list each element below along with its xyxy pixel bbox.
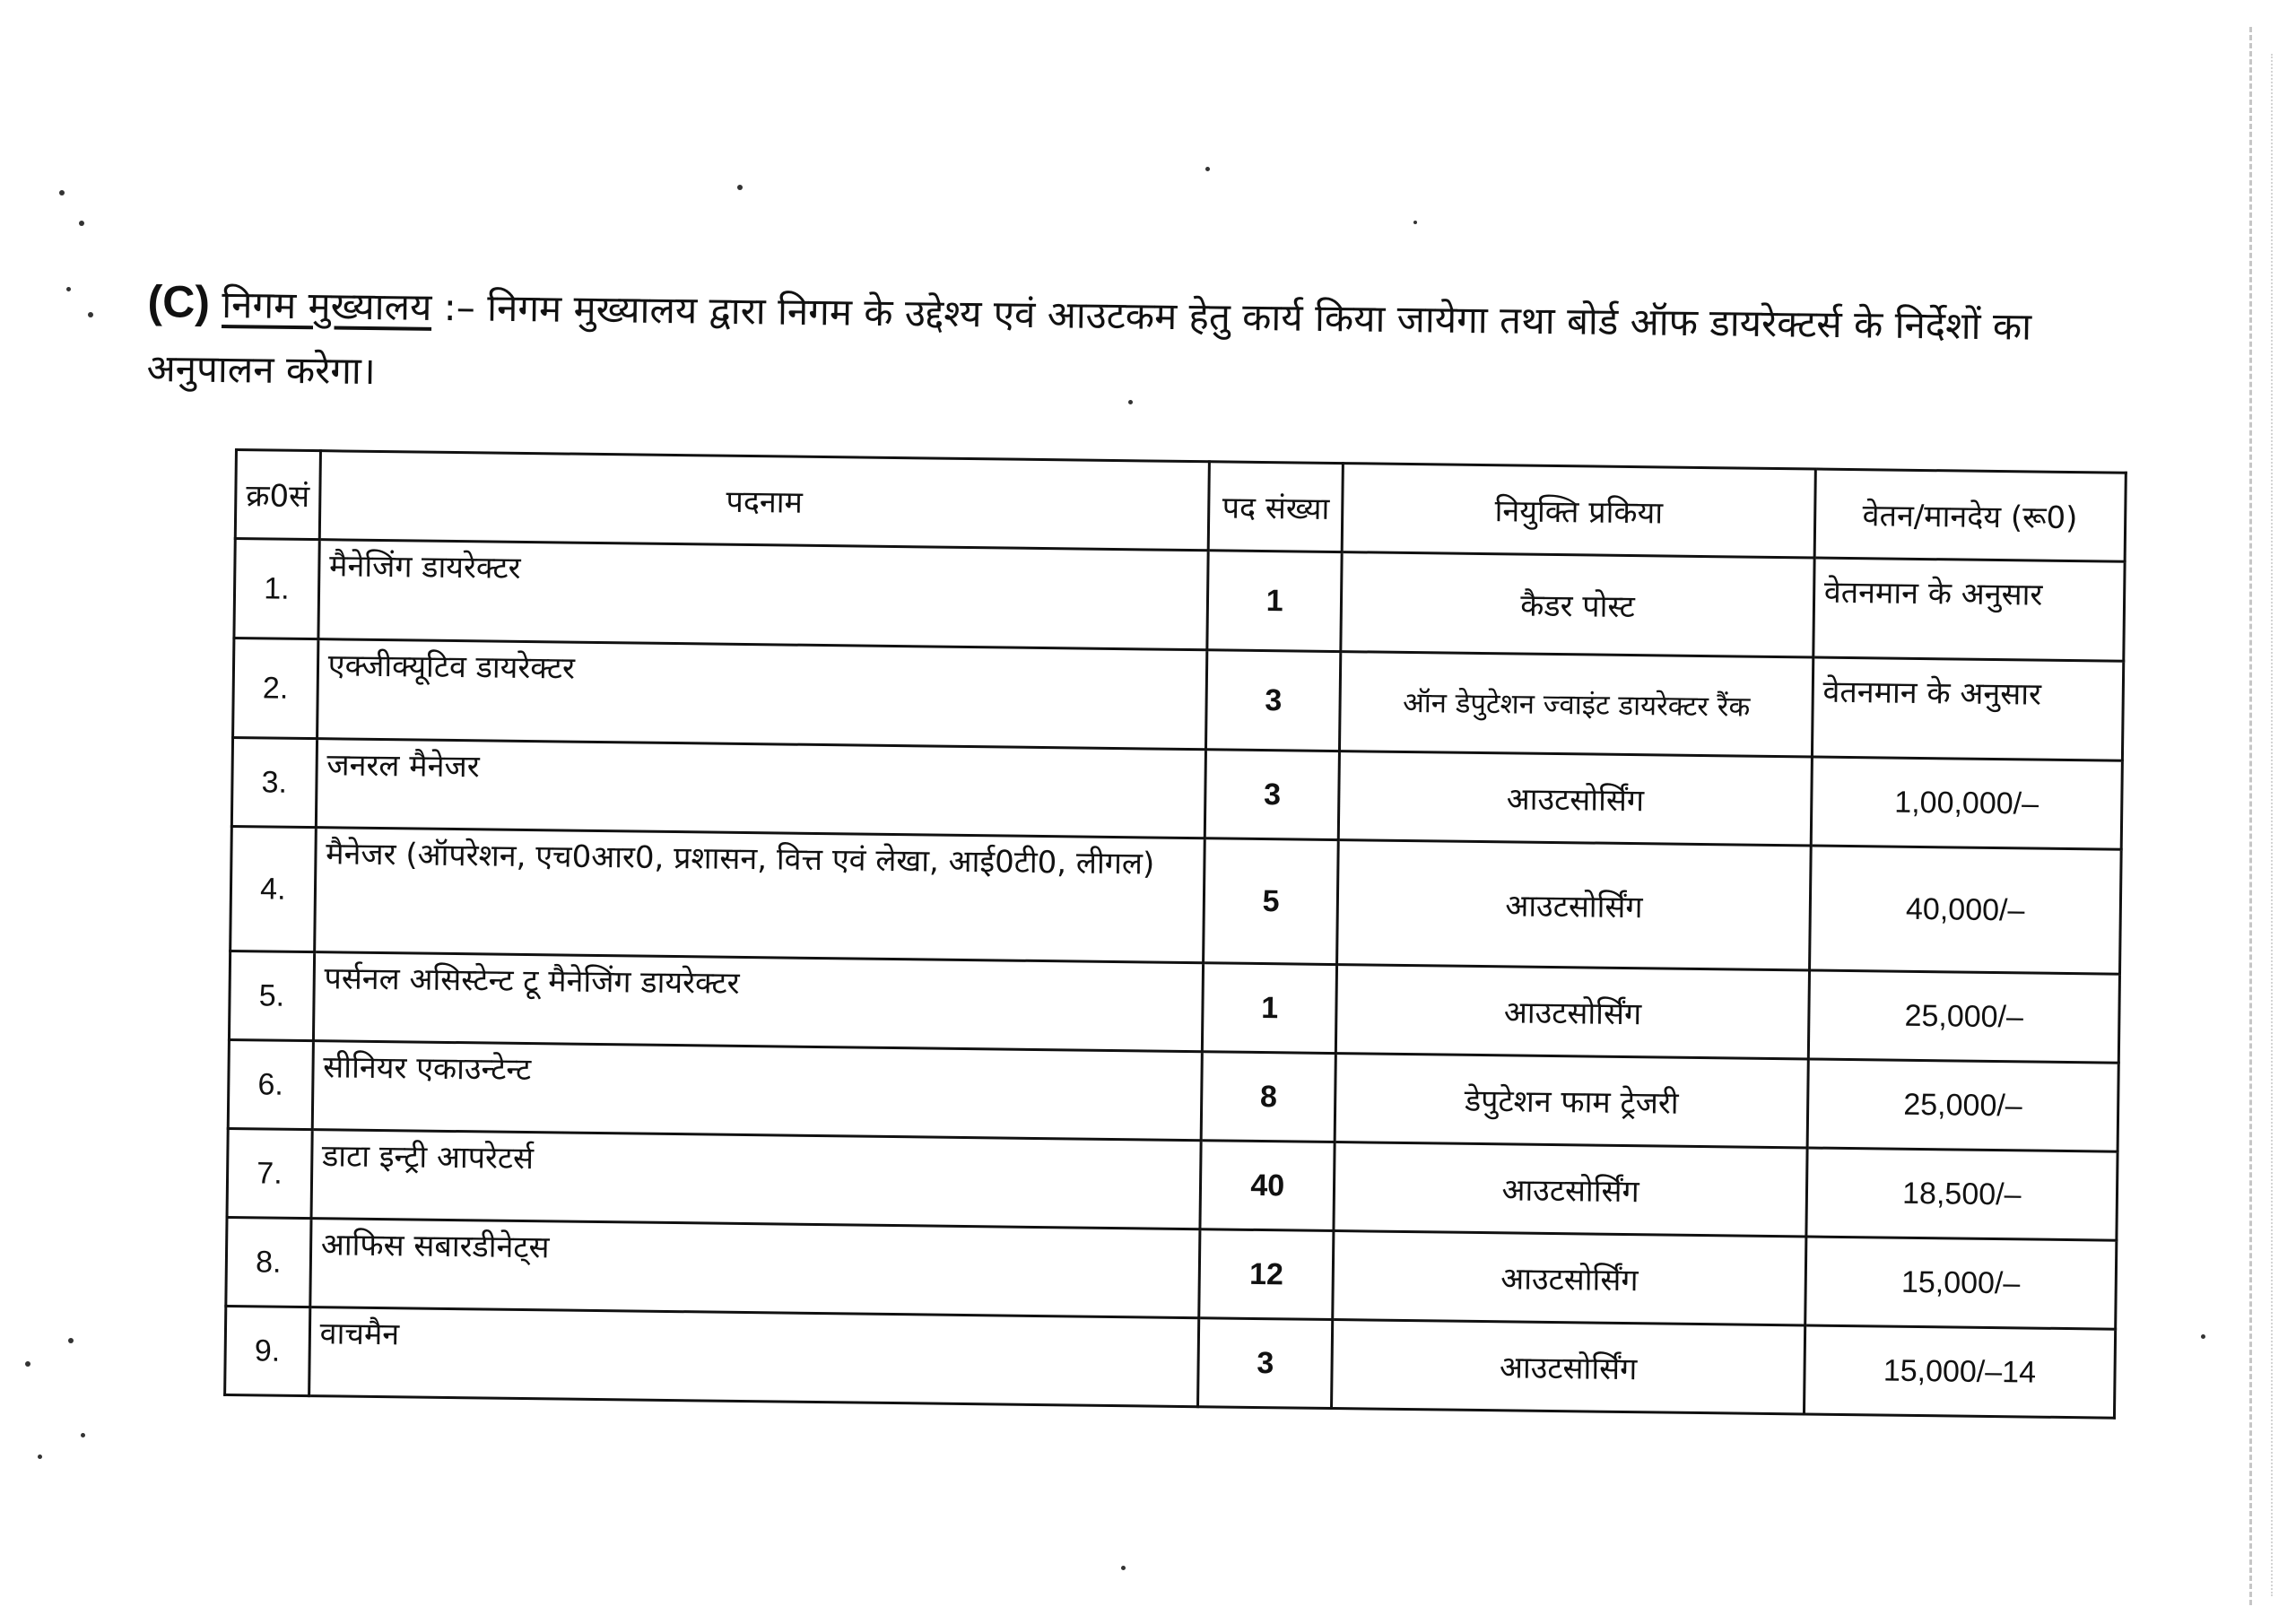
scan-speck bbox=[66, 287, 71, 291]
cell-designation: जनरल मैनेजर bbox=[316, 739, 1205, 838]
cell-pay: 1,00,000/– bbox=[1811, 757, 2122, 849]
scan-speck bbox=[81, 1433, 85, 1437]
scan-speck bbox=[1205, 167, 1210, 171]
header-serial: क्र0सं bbox=[235, 450, 320, 540]
cell-count: 12 bbox=[1199, 1229, 1335, 1320]
cell-count: 40 bbox=[1200, 1141, 1335, 1231]
cell-designation: मैनेजर (ऑपरेशन, एच0आर0, प्रशासन, वित्त एवं लेखा, आई0टी0, लीगल) bbox=[314, 828, 1205, 963]
cell-count: 5 bbox=[1204, 838, 1339, 965]
scan-speck bbox=[59, 190, 65, 195]
section-text: निगम मुख्यालय द्वारा निगम के उद्देश्य एवं आउटकम हेतु कार्य किया जायेगा तथा बोर्ड ऑफ डायरेक्टर्स के निर्देशों का अनुपालन करेगा। bbox=[146, 285, 2032, 394]
section-title: निगम मुख्यालय bbox=[222, 282, 432, 329]
scan-speck bbox=[38, 1455, 42, 1459]
cell-count: 3 bbox=[1206, 650, 1342, 751]
cell-count: 1 bbox=[1202, 963, 1337, 1054]
header-count: पद संख्या bbox=[1208, 462, 1344, 552]
cell-pay: 18,500/– bbox=[1806, 1148, 2118, 1240]
cell-serial: 9. bbox=[225, 1306, 310, 1395]
header-designation: पदनाम bbox=[319, 451, 1209, 551]
cell-serial: 3. bbox=[231, 737, 317, 827]
section-heading bbox=[146, 269, 2040, 424]
cell-process: डेपुटेशन फाम ट्रेजरी bbox=[1335, 1054, 1808, 1148]
cell-serial: 4. bbox=[230, 826, 316, 951]
table-row bbox=[230, 826, 2122, 974]
cell-count: 8 bbox=[1201, 1052, 1336, 1142]
cell-designation: मैनेजिंग डायरेक्टर bbox=[318, 540, 1209, 650]
cell-designation: डाटा इन्ट्री आपरेटर्स bbox=[311, 1130, 1201, 1229]
cell-process: आउटसोर्सिंग bbox=[1336, 965, 1809, 1059]
cell-serial: 7. bbox=[227, 1128, 312, 1218]
scan-edge-line bbox=[2249, 27, 2252, 1605]
scan-speck bbox=[68, 1338, 74, 1343]
cell-designation: पर्सनल असिस्टेन्ट टू मैनेजिंग डायरेक्टर bbox=[313, 952, 1203, 1052]
cell-pay: वेतनमान के अनुसार bbox=[1812, 657, 2124, 760]
cell-designation: सीनियर एकाउन्टेन्ट bbox=[312, 1041, 1202, 1141]
cell-count: 1 bbox=[1207, 551, 1343, 652]
cell-serial: 6. bbox=[228, 1039, 313, 1129]
posts-table bbox=[223, 448, 2127, 1420]
cell-process: आउटसोर्सिंग bbox=[1333, 1231, 1805, 1325]
cell-pay: 40,000/– bbox=[1809, 846, 2121, 974]
cell-pay: 25,000/– bbox=[1808, 970, 2119, 1063]
scan-speck bbox=[25, 1361, 30, 1367]
cell-serial: 8. bbox=[226, 1217, 311, 1307]
scan-edge-line bbox=[2271, 54, 2273, 1596]
section-marker: (C) bbox=[147, 275, 211, 327]
cell-count: 3 bbox=[1205, 750, 1340, 840]
cell-count: 3 bbox=[1198, 1318, 1334, 1409]
cell-process: आउटसोर्सिंग bbox=[1332, 1320, 1805, 1414]
header-pay: वेतन/मानदेय (रू0) bbox=[1814, 469, 2126, 561]
scan-speck bbox=[737, 185, 743, 190]
cell-serial: 2. bbox=[233, 638, 318, 739]
cell-pay: वेतनमान के अनुसार bbox=[1813, 558, 2126, 661]
cell-pay: 15,000/– bbox=[1805, 1237, 2116, 1329]
cell-process: ऑन डेपुटेशन ज्वाइंट डायरेक्टर रैंक bbox=[1340, 652, 1813, 757]
cell-serial: 1. bbox=[234, 539, 319, 639]
cell-process: आउटसोर्सिंग bbox=[1339, 751, 1812, 846]
cell-designation: एक्जीक्यूटिव डायरेक्टर bbox=[317, 639, 1207, 750]
cell-pay: 15,000/–14 bbox=[1804, 1325, 2115, 1418]
cell-pay: 25,000/– bbox=[1807, 1059, 2118, 1151]
section-separator: :– bbox=[443, 285, 476, 330]
scan-speck bbox=[2201, 1334, 2205, 1339]
scan-speck bbox=[88, 312, 93, 317]
cell-designation: वाचमैन bbox=[309, 1307, 1198, 1407]
cell-process: कैडर पोस्ट bbox=[1341, 552, 1814, 657]
scan-speck bbox=[79, 221, 84, 226]
cell-designation: आफिस सबारडीनेट्स bbox=[310, 1219, 1200, 1318]
scan-speck bbox=[1121, 1566, 1126, 1570]
cell-process: आउटसोर्सिंग bbox=[1334, 1142, 1806, 1237]
header-process: नियुक्ति प्रकिया bbox=[1343, 464, 1815, 558]
cell-serial: 5. bbox=[229, 951, 314, 1040]
cell-process: आउटसोर्सिंग bbox=[1337, 840, 1811, 970]
scan-speck bbox=[1413, 221, 1417, 224]
